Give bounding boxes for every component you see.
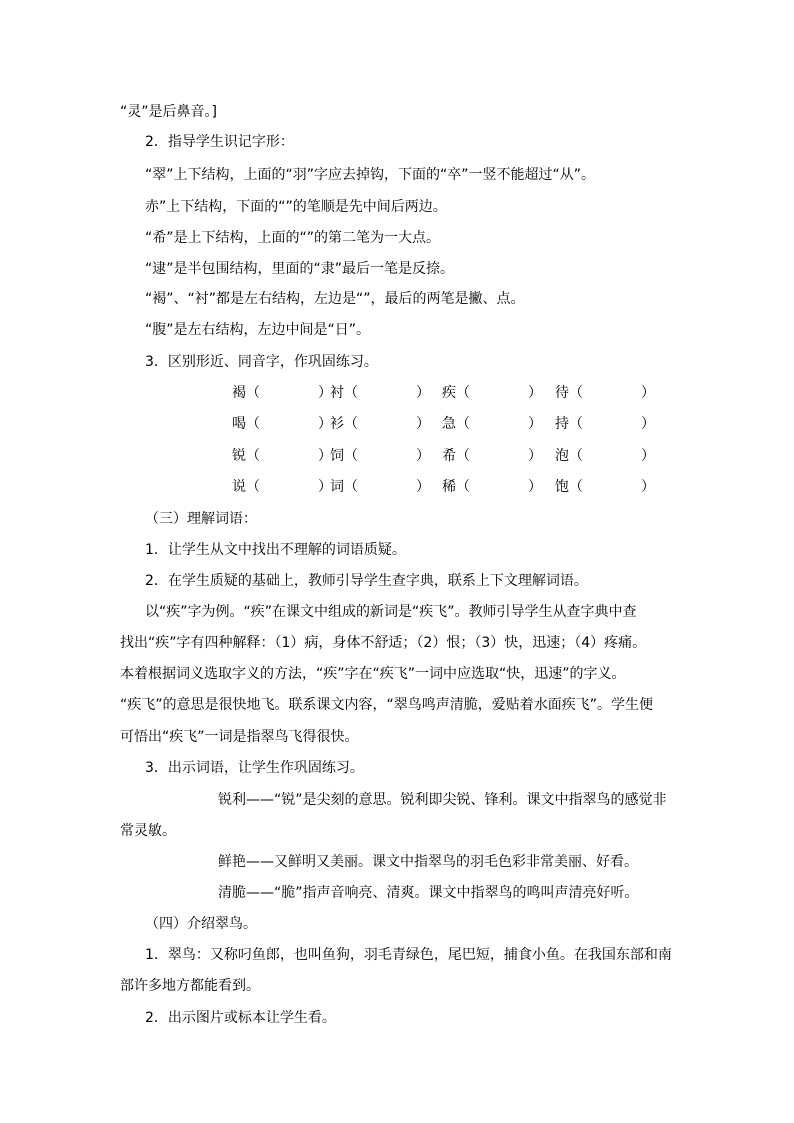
- paragraph-line: 本着根据词义选取字义的方法，“疾”字在“疾飞”一词中应选取“快，迅速”的字义。: [120, 666, 626, 682]
- section-3-item-1: 1．让学生从文中找出不理解的词语质疑。: [145, 542, 406, 558]
- section-4-item-2: 2．出示图片或标本让学生看。: [145, 1010, 336, 1026]
- exercise-item: 疾（ ）: [442, 385, 542, 401]
- glyph-note-he-chen: “褐”、“衬”都是左右结构，左边是“”，最后的两笔是撇、点。: [145, 291, 525, 307]
- exercise-item: 褐（ ）: [232, 385, 332, 401]
- exercise-item: 衫（ ）: [330, 416, 430, 432]
- step-3-heading: 3．区别形近、同音字，作巩固练习。: [145, 354, 378, 370]
- glyph-note-fu: “腹”是左右结构，左边中间是“日”。: [145, 322, 371, 338]
- exercise-item: 衬（ ）: [330, 385, 430, 401]
- exercise-item: 待（ ）: [555, 385, 655, 401]
- exercise-item: 锐（ ）: [232, 448, 332, 464]
- exercise-item: 持（ ）: [555, 416, 655, 432]
- vocab-xianyan: 鲜艳——又鲜明又美丽。课文中指翠鸟的羽毛色彩非常美丽、好看。: [218, 854, 638, 870]
- section-4-item-1: 1．翠鸟：又称叼鱼郎，也叫鱼狗，羽毛青绿色，尾巴短，捕食小鱼。在我国东部和南: [145, 947, 672, 963]
- section-3-item-2: 2．在学生质疑的基础上，教师引导学生查字典，联系上下文理解词语。: [145, 573, 588, 589]
- exercise-item: 喝（ ）: [232, 416, 332, 432]
- vocab-qingcui: 清脆——“脆”指声音响亮、清爽。课文中指翠鸟的鸣叫声清亮好听。: [218, 885, 639, 901]
- exercise-item: 希（ ）: [442, 448, 542, 464]
- glyph-note-xi: “希”是上下结构，上面的“”的第二笔为一大点。: [145, 230, 441, 246]
- section-3-heading: （三）理解词语：: [145, 511, 257, 527]
- glyph-note-cui: “翠”上下结构，上面的“羽”字应去掉钩，下面的“卒”一竖不能超过“从”。: [145, 167, 596, 183]
- paragraph-line: 找出“疾”字有四种解释：（1）病，身体不舒适；（2）恨；（3）快，迅速；（4）疼痛。: [120, 635, 647, 651]
- pronunciation-note: “灵”是后鼻音。]: [120, 104, 217, 120]
- exercise-item: 说（ ）: [232, 479, 332, 495]
- glyph-note-dai: “逮”是半包围结构，里面的“隶”最后一笔是反捺。: [145, 261, 455, 277]
- vocab-ruili: 锐利——“锐”是尖刻的意思。锐利即尖锐、锋利。课文中指翠鸟的感觉非: [218, 792, 667, 808]
- paragraph-line: 以“疾”字为例。“疾”在课文中组成的新词是“疾飞”。教师引导学生从查字典中查: [145, 604, 637, 620]
- exercise-item: 稀（ ）: [442, 479, 542, 495]
- paragraph-line: 可悟出“疾飞”一词是指翠鸟飞得很快。: [120, 729, 359, 745]
- exercise-item: 泡（ ）: [555, 448, 655, 464]
- section-3-item-3: 3．出示词语，让学生作巩固练习。: [145, 760, 364, 776]
- section-4-item-1-cont: 部许多地方都能看到。: [120, 978, 260, 994]
- section-4-heading: （四）介绍翠鸟。: [145, 916, 257, 932]
- exercise-item: 饱（ ）: [555, 479, 655, 495]
- vocab-ruili-cont: 常灵敏。: [120, 823, 176, 839]
- step-2-heading: 2．指导学生识记字形：: [145, 134, 294, 150]
- exercise-item: 饲（ ）: [330, 448, 430, 464]
- exercise-item: 急（ ）: [442, 416, 542, 432]
- exercise-item: 词（ ）: [330, 479, 430, 495]
- glyph-note-chi: 赤”上下结构，下面的“”的笔顺是先中间后两边。: [145, 199, 447, 215]
- paragraph-line: “疾飞”的意思是很快地飞。联系课文内容，“翠鸟鸣声清脆，爱贴着水面疾飞”。学生便: [120, 697, 654, 713]
